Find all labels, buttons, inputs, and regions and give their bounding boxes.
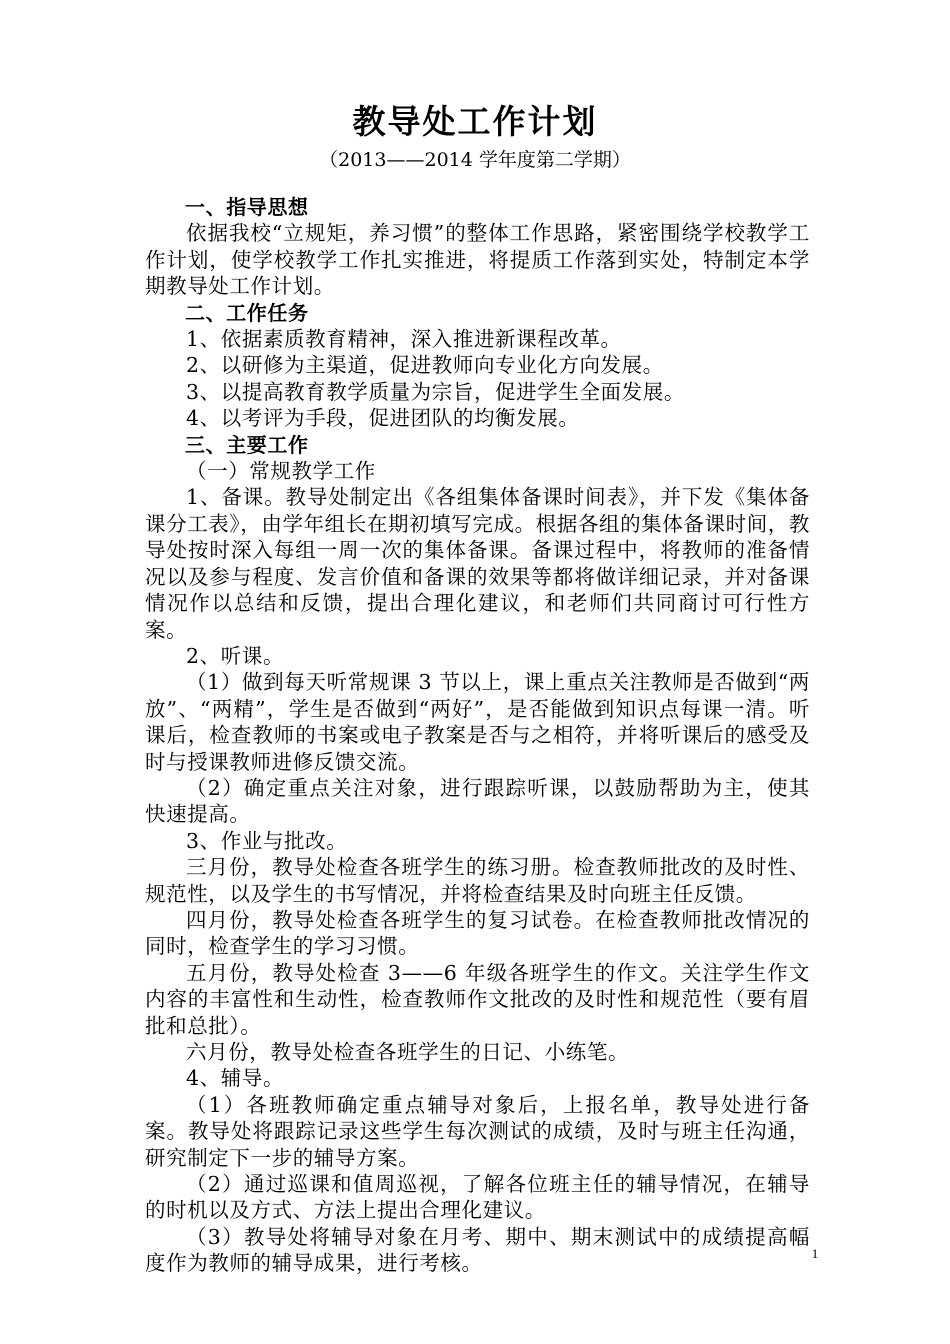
paragraph: 六月份，教导处检查各班学生的日记、小练笔。 (186, 1040, 630, 1064)
task-item: 1、依据素质教育精神，深入推进新课程改革。 (186, 327, 622, 352)
task-item: 4、以考评为手段，促进团队的均衡发展。 (186, 406, 580, 431)
paragraph: （2）通过巡课和值周巡视，了解各位班主任的辅导情况，在辅导的时机以及方式、方法上提出合理化建议。 (145, 1172, 810, 1223)
paragraph: （3）教导处将辅导对象在月考、期中、期末测试中的成绩提高幅度作为教师的辅导成果，进行考核。 (145, 1224, 810, 1276)
paragraph: 3、作业与批改。 (186, 828, 348, 853)
paragraph: 依据我校“立规矩，养习惯”的整体工作思路，紧密围绕学校教学工作计划，使学校教学工作扎实推进，将提质工作落到实处，特制定本学期教导处工作计划。 (145, 221, 810, 299)
paragraph: （2）确定重点关注对象，进行跟踪听课，以鼓励帮助为主，使其快速提高。 (145, 775, 810, 827)
paragraph: （1）做到每天听常规课 3 节以上，课上重点关注教师是否做到“两放”、“两精”，学生是否做到“两好”，是否能做到知识点每课一清。听课后，检查教师的书案或电子教案是否与之相符，并将听课后的感受及时与授课教师进修反馈交流。 (145, 670, 810, 774)
paragraph: （1）各班教师确定重点辅导对象后，上报名单，教导处进行备案。教导处将跟踪记录这些学生每次测试的成绩，及时与班主任沟通，研究制定下一步的辅导方案。 (145, 1092, 810, 1170)
paragraph: 2、听课。 (186, 643, 285, 668)
paragraph: 三月份，教导处检查各班学生的练习册。检查教师批改的及时性、规范性，以及学生的书写情况，并将检查结果及时向班主任反馈。 (145, 855, 810, 906)
task-item: 2、以研修为主渠道，促进教师向专业化方向发展。 (186, 353, 664, 378)
document-body (145, 194, 810, 1277)
document-subtitle: （2013——2014 学年度第二学期） (319, 149, 631, 171)
section-heading: 二、工作任务 (185, 300, 309, 325)
paragraph: 四月份，教导处检查各班学生的复习试卷。在检查教师批改情况的同时，检查学生的学习习惯。 (145, 907, 810, 959)
subsection-heading: （一）常规教学工作 (186, 459, 376, 484)
section-heading: 一、指导思想 (185, 195, 309, 219)
paragraph: 五月份，教导处检查 3——6 年级各班学生的作文。关注学生作文内容的丰富性和生动性，检查教师作文批改的及时性和规范性（要有眉批和总批）。 (145, 960, 810, 1038)
section-heading: 三、主要工作 (185, 432, 309, 457)
document-title: 教导处工作计划 (352, 102, 598, 141)
paragraph: 1、备课。教导处制定出《各组集体备课时间表》，并下发《集体备课分工表》，由学年组长在期初填写完成。根据各组的集体备课时间，教导处按时深入每组一周一次的集体备课。备课过程中，将教师的准备情况以及参与程度、发言价值和备课的效果等都将做详细记录，并对备课情况作以总结和反馈，提出合理化建议，和老师们共同商讨可行性方案。 (145, 485, 810, 642)
page-number: 1 (811, 1246, 819, 1261)
paragraph: 4、辅导。 (186, 1066, 285, 1091)
task-item: 3、以提高教育教学质量为宗旨，促进学生全面发展。 (186, 379, 685, 404)
